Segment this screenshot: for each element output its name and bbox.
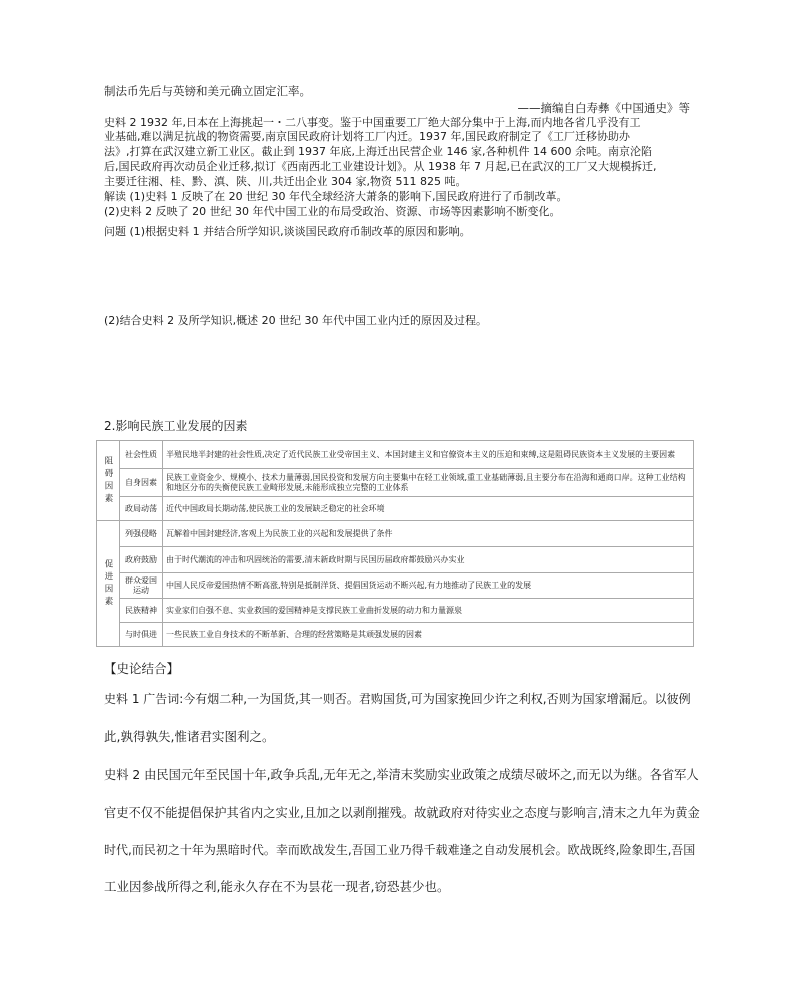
table-row <box>97 521 694 547</box>
row-text: 半殖民地半封建的社会性质,决定了近代民族工业受帝国主义、本国封建主义和官僚资本主义的压迫和束缚,这是阻碍民族资本主义发展的主要因素 <box>163 441 694 469</box>
text-line: 业基础,难以满足抗战的物资需要,南京国民政府计划将工厂内迁。1937 年,国民政府制定了《工厂迁移协助办 <box>104 130 630 143</box>
text-line: 时代,而民初之十年为黑暗时代。幸而欧战发生,吾国工业乃得千载难逢之自动发展机会。欧战既终,险象即生,吾国 <box>104 843 696 857</box>
row-label: 自身因素 <box>120 469 163 497</box>
group-hinder: 阻碍因素 <box>97 441 120 521</box>
factors-table <box>96 440 694 647</box>
row-text: 实业家们自强不息、实业救国的爱国精神是支撑民族工业曲折发展的动力和力量源泉 <box>163 599 694 623</box>
table-row <box>97 599 694 623</box>
text-line: 解读 (1)史料 1 反映了在 20 世纪 30 年代全球经济大萧条的影响下,国民政府进行了币制改革。 <box>104 190 568 203</box>
table-row <box>97 573 694 599</box>
row-label: 与时俱进 <box>120 623 163 647</box>
section-heading: 2.影响民族工业发展的因素 <box>104 419 248 433</box>
text-line: 史料 2 由民国元年至民国十年,政争兵乱,无年无之,举清末奖励实业政策之成绩尽破坏之,而无以为继。各省军人 <box>104 768 699 782</box>
table-row <box>97 547 694 573</box>
table-row <box>97 469 694 497</box>
row-label: 群众爱国运动 <box>120 573 163 599</box>
text-line: 史料 1 广告词:今有烟二种,一为国货,其一则否。君购国货,可为国家挽回少许之利权,否则为国家增漏卮。以彼例 <box>104 692 691 706</box>
text-line: 工业因参战所得之利,能永久存在不为昙花一现者,窃恐甚少也。 <box>104 879 450 894</box>
row-label: 列强侵略 <box>120 521 163 547</box>
table-row <box>97 623 694 647</box>
row-label: 民族精神 <box>120 599 163 623</box>
text-line: (2)史料 2 反映了 20 世纪 30 年代中国工业的布局受政治、资源、市场等因素影响不断变化。 <box>104 205 561 218</box>
row-text: 瓦解着中国封建经济,客观上为民族工业的兴起和发展提供了条件 <box>163 521 694 547</box>
row-text: 由于时代潮流的冲击和巩固统治的需要,清末新政时期与民国历届政府都鼓励兴办实业 <box>163 547 694 573</box>
question-1: 问题 (1)根据史料 1 并结合所学知识,谈谈国民政府币制改革的原因和影响。 <box>104 225 471 238</box>
row-text: 一些民族工业自身技术的不断革新、合理的经营策略是其顽强发展的因素 <box>163 623 694 647</box>
table-row <box>97 497 694 521</box>
section2-title: 【史论结合】 <box>104 661 180 676</box>
text-line: 官吏不仅不能提倡保护其省内之实业,且加之以剥削摧残。故就政府对待实业之态度与影响言,清末之九年为黄金 <box>104 806 700 820</box>
group-promote: 促进因素 <box>97 521 120 647</box>
row-text: 近代中国政局长期动荡,使民族工业的发展缺乏稳定的社会环境 <box>163 497 694 521</box>
row-text: 民族工业资金少、规模小、技术力量薄弱,国民投资和发展方向主要集中在轻工业领域,重工业基础薄弱,且主要分布在沿海和通商口岸。这种工业结构和地区分布的失衡使民族工业畸形发展,未能形成独立完整的工业体系 <box>163 469 694 497</box>
row-label: 政府鼓励 <box>120 547 163 573</box>
text-line: 法》,打算在武汉建立新工业区。截止到 1937 年底,上海迁出民营企业 146 家,各种机件 14 600 余吨。南京沦陷 <box>104 145 652 158</box>
table-row <box>97 441 694 469</box>
question-2: (2)结合史料 2 及所学知识,概述 20 世纪 30 年代中国工业内迁的原因及过程。 <box>104 314 488 327</box>
row-label: 社会性质 <box>120 441 163 469</box>
source-citation: ——摘编自白寿彝《中国通史》等 <box>517 101 690 115</box>
text-line: 主要迁往湘、桂、黔、滇、陕、川,共迁出企业 304 家,物资 511 825 吨。 <box>104 175 467 188</box>
text-line: 后,国民政府再次动员企业迁移,拟订《西南西北工业建设计划》。从 1938 年 7 月起,已在武汉的工厂又大规模拆迁, <box>104 160 657 173</box>
row-text: 中国人民反帝爱国热情不断高涨,特别是抵制洋货、提倡国货运动不断兴起,有力地推动了民族工业的发展 <box>163 573 694 599</box>
text-line: 制法币先后与英镑和美元确立固定汇率。 <box>104 84 311 98</box>
text-line: 史料 2 1932 年,日本在上海挑起一・二八事变。鉴于中国重要工厂绝大部分集中于上海,而内地各省几乎没有工 <box>104 116 641 129</box>
row-label: 政局动荡 <box>120 497 163 521</box>
text-line: 此,孰得孰失,惟诸君实图利之。 <box>104 729 275 744</box>
